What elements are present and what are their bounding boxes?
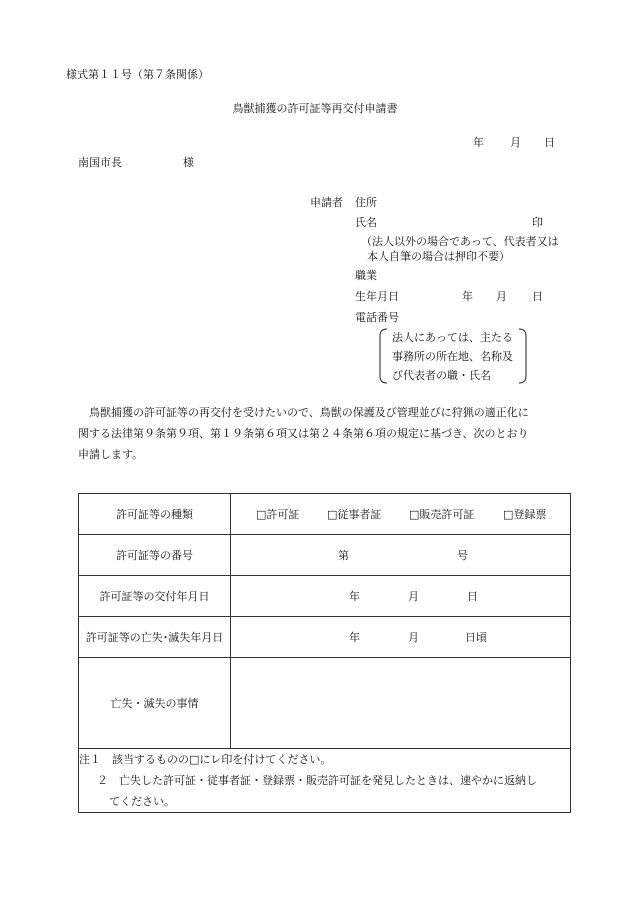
phone-label: 電話番号: [355, 311, 399, 324]
loss-year: 年: [349, 631, 360, 644]
corporate-note-line: び代表者の職・氏名: [392, 369, 491, 382]
applicant-role-label: 申請者: [310, 196, 343, 209]
date-month: 月: [510, 136, 521, 149]
permit-info-table: [78, 493, 571, 813]
issue-date-field[interactable]: [231, 576, 571, 617]
row-label-permit-number: 許可証等の番号: [79, 535, 231, 576]
date-day: 日: [544, 136, 555, 149]
number-prefix: 第: [338, 549, 349, 562]
address-label: 住所: [355, 196, 377, 209]
statement-line: 申請します。: [78, 448, 144, 461]
table-row: [79, 494, 571, 535]
issue-month: 月: [408, 590, 419, 603]
checkbox-sales-permit[interactable]: □販売許可証: [409, 508, 475, 521]
issue-day: 日: [467, 590, 478, 603]
statement-line: 鳥獣捕獲の許可証等の再交付を受けたいので、鳥獣の保護及び管理並びに狩猟の適正化に: [89, 406, 529, 419]
addressee: 南国市長: [78, 156, 122, 169]
row-label-loss-circumstances: 亡失・滅失の事情: [79, 658, 231, 749]
row-label-permit-type: 許可証等の種類: [79, 494, 231, 535]
birth-day: 日: [532, 290, 543, 303]
date-year: 年: [473, 136, 484, 149]
note-2-continued: てください。: [109, 795, 175, 808]
table-row: [79, 535, 571, 576]
note-2: ２ 亡失した許可証・従事者証・登録票・販売許可証を発見したときは、速やかに返納し: [97, 774, 537, 787]
loss-day: 日頃: [465, 631, 487, 644]
row-label-loss-date: 許可証等の亡失･滅失年月日: [79, 617, 231, 658]
loss-month: 月: [408, 631, 419, 644]
name-label: 氏名: [355, 216, 377, 229]
loss-circumstances-field[interactable]: [231, 658, 571, 749]
checkbox-worker-cert[interactable]: □従事者証: [327, 508, 382, 521]
loss-date-field[interactable]: [231, 617, 571, 658]
number-suffix: 号: [457, 549, 468, 562]
birth-year: 年: [462, 290, 473, 303]
permit-type-options: [231, 494, 571, 535]
notes-cell: [79, 749, 571, 813]
occupation-label: 職業: [355, 269, 377, 282]
table-row: [79, 617, 571, 658]
seal-note-line1: （法人以外の場合であって、代表者又は: [361, 235, 559, 248]
document-title: 鳥獣捕獲の許可証等再交付申請書: [232, 102, 398, 115]
birth-month: 月: [496, 290, 507, 303]
checkbox-permit[interactable]: □許可証: [256, 508, 300, 521]
table-row: [79, 749, 571, 813]
note-1: 注１ 該当するものの□にレ印を付けてください。: [79, 753, 332, 766]
request-statement: [78, 402, 572, 465]
form-number-label: 様式第１１号（第７条関係）: [66, 68, 209, 81]
seal-mark: 印: [532, 216, 543, 229]
row-label-issue-date: 許可証等の交付年月日: [79, 576, 231, 617]
table-row: [79, 576, 571, 617]
corporate-note: [378, 328, 528, 384]
birthdate-label: 生年月日: [355, 290, 399, 303]
checkbox-registration[interactable]: □登録票: [503, 508, 547, 521]
seal-note-line2: 本人自筆の場合は押印不要）: [367, 250, 510, 263]
statement-line: 関する法律第９条第９項、第１９条第６項又は第２４条第６項の規定に基づき、次のとおり: [78, 427, 529, 440]
permit-number-field[interactable]: [231, 535, 571, 576]
issue-year: 年: [349, 590, 360, 603]
table-row: [79, 658, 571, 749]
addressee-honorific: 様: [183, 156, 194, 169]
corporate-note-line: 事務所の所在地、名称及: [392, 350, 513, 363]
corporate-note-line: 法人にあっては、主たる: [392, 331, 513, 344]
